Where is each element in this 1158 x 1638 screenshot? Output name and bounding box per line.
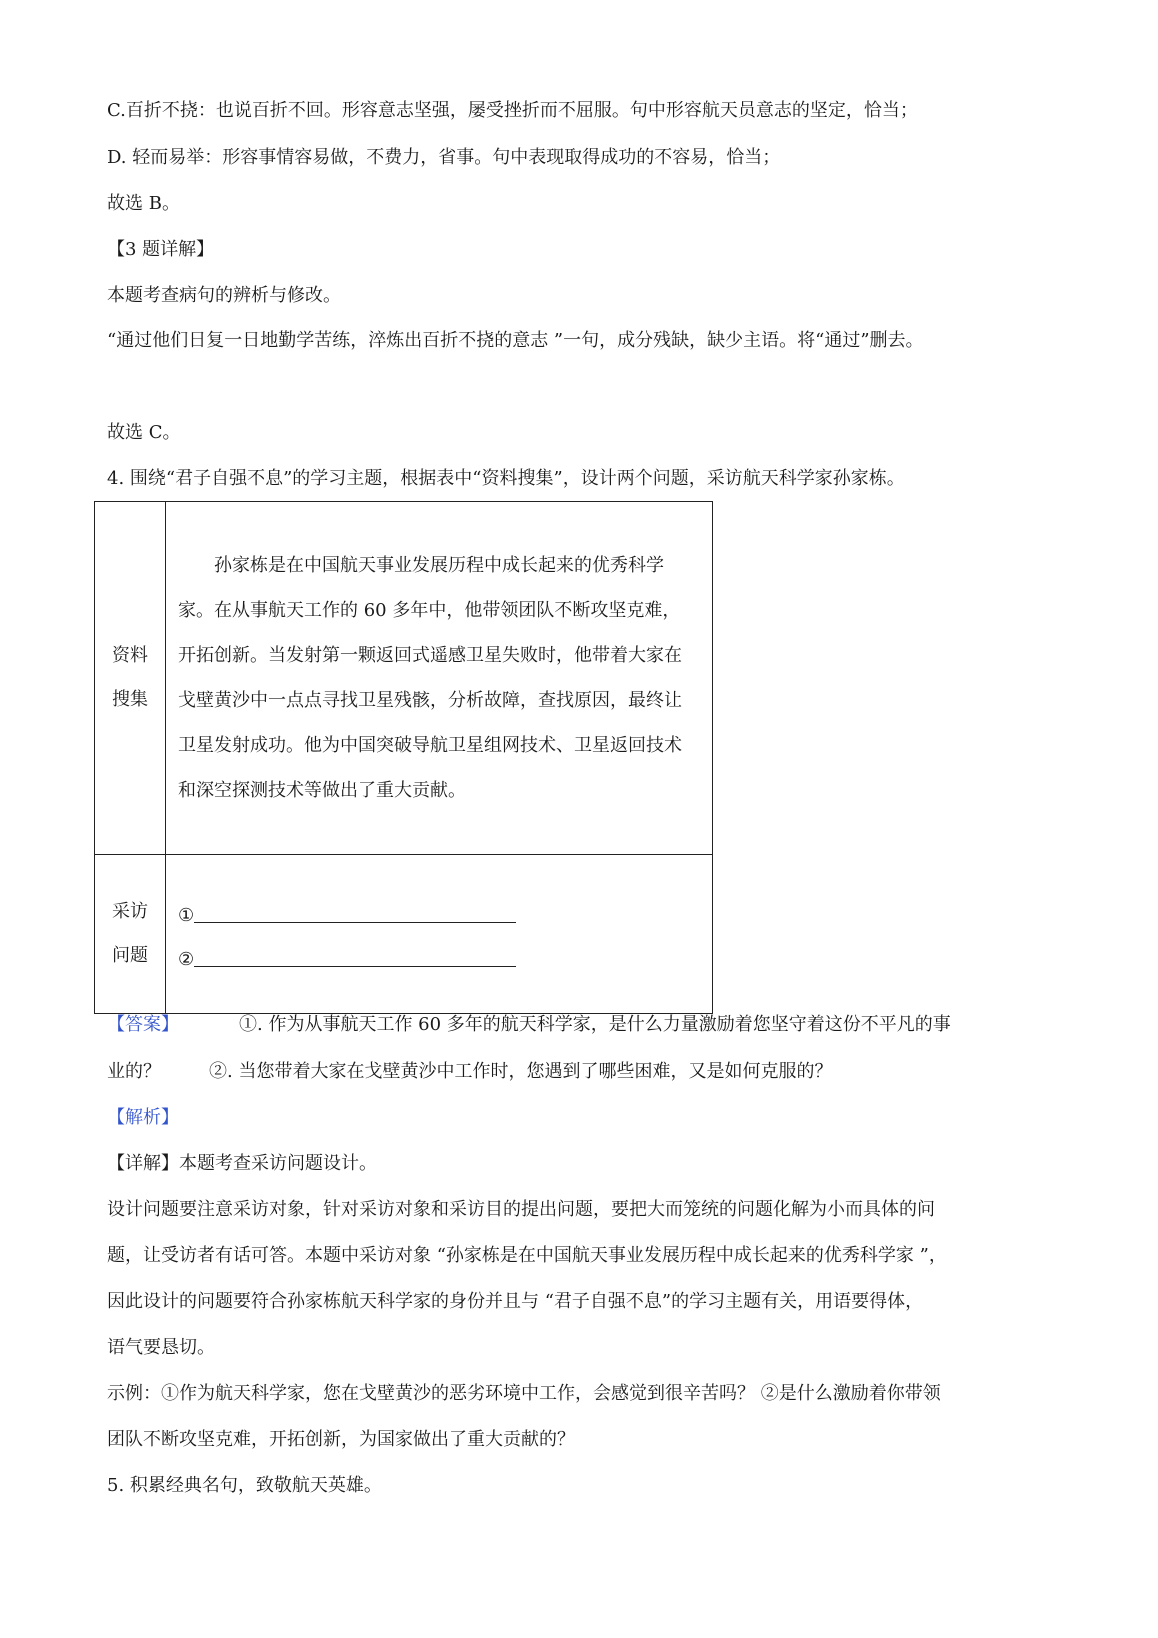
choose-b-line: 故选 B。 xyxy=(107,193,180,214)
analysis-p2: 题，让受访者有话可答。本题中采访对象 “孙家栋是在中国航天事业发展历程中成长起来的优秀科学家 ”， xyxy=(107,1245,947,1266)
q3-header: 【3 题详解】 xyxy=(107,239,215,260)
answer-line-1 xyxy=(107,1012,951,1038)
table-row-materials xyxy=(95,502,713,855)
option-d-line: D. 轻而易举：形容事情容易做，不费力，省事。句中表现取得成功的不容易，恰当； xyxy=(107,147,781,168)
answer-tag: 【答案】 xyxy=(107,1014,179,1035)
questions-label xyxy=(95,855,166,1014)
blank-2-line[interactable] xyxy=(194,946,516,967)
blank-1-marker: ① xyxy=(178,905,195,926)
table-row-questions xyxy=(95,855,713,1014)
answer-line-2 xyxy=(107,1059,832,1085)
analysis-p4: 语气要恳切。 xyxy=(107,1337,215,1358)
q3-intro: 本题考查病句的辨析与修改。 xyxy=(107,285,341,306)
materials-text: 孙家栋是在中国航天事业发展历程中成长起来的优秀科学家。在从事航天工作的 60 多年中，他带领团队不断攻坚克难，开拓创新。当发射第一颗返回式遥感卫星失败时，他带着大家在戈壁黄沙中一点点寻找卫星残骸，分析故障，查找原因，最终让卫星发射成功。他为中国突破导航卫星组网技术、卫星返回技术和深空探测技术等做出了重大贡献。 xyxy=(178,555,682,801)
blank-2[interactable] xyxy=(178,938,712,982)
answer-part-1: ①. 作为从事航天工作 60 多年的航天科学家，是什么力量激励着您坚守着这份不平凡的事 xyxy=(239,1014,951,1035)
materials-label-a: 资料 xyxy=(112,645,148,666)
q4-prompt: 4. 围绕“君子自强不息”的学习主题，根据表中“资料搜集”，设计两个问题，采访航天科学家孙家栋。 xyxy=(107,468,905,489)
materials-content xyxy=(166,502,713,855)
questions-label-b: 问题 xyxy=(112,945,148,966)
materials-label xyxy=(95,502,166,855)
blank-1-line[interactable] xyxy=(194,902,516,923)
questions-label-a: 采访 xyxy=(112,901,148,922)
analysis-detail: 【详解】本题考查采访问题设计。 xyxy=(107,1153,377,1174)
analysis-p1: 设计问题要注意采访对象，针对采访对象和采访目的提出问题，要把大而笼统的问题化解为小而具体的问 xyxy=(107,1199,935,1220)
blank-1[interactable] xyxy=(178,894,712,938)
example-line-2: 团队不断攻坚克难，开拓创新，为国家做出了重大贡献的？ xyxy=(107,1429,575,1450)
example-line-1: 示例：①作为航天科学家，您在戈壁黄沙的恶劣环境中工作，会感觉到很辛苦吗？ ②是什么激励着你带领 xyxy=(107,1383,941,1404)
answer-part-2a: 业的？ xyxy=(107,1061,161,1082)
analysis-p3: 因此设计的问题要符合孙家栋航天科学家的身份并且与 “君子自强不息”的学习主题有关，用语要得体， xyxy=(107,1291,924,1312)
q3-analysis: “通过他们日复一日地勤学苦练，淬炼出百折不挠的意志 ”一句，成分残缺，缺少主语。将“通过”删去。 xyxy=(107,330,924,351)
answer-part-2b: ②. 当您带着大家在戈壁黄沙中工作时，您遇到了哪些困难，又是如何克服的？ xyxy=(209,1061,833,1082)
materials-label-b: 搜集 xyxy=(112,689,148,710)
analysis-tag: 【解析】 xyxy=(107,1107,179,1128)
option-c-line: C.百折不挠：也说百折不回。形容意志坚强，屡受挫折而不屈服。句中形容航天员意志的坚定，恰当； xyxy=(107,100,918,121)
blank-2-marker: ② xyxy=(178,949,195,970)
interview-table xyxy=(94,501,713,1014)
q5-prompt: 5. 积累经典名句，致敬航天英雄。 xyxy=(107,1475,382,1496)
choose-c-line: 故选 C。 xyxy=(107,422,181,443)
questions-blanks xyxy=(166,855,713,1014)
